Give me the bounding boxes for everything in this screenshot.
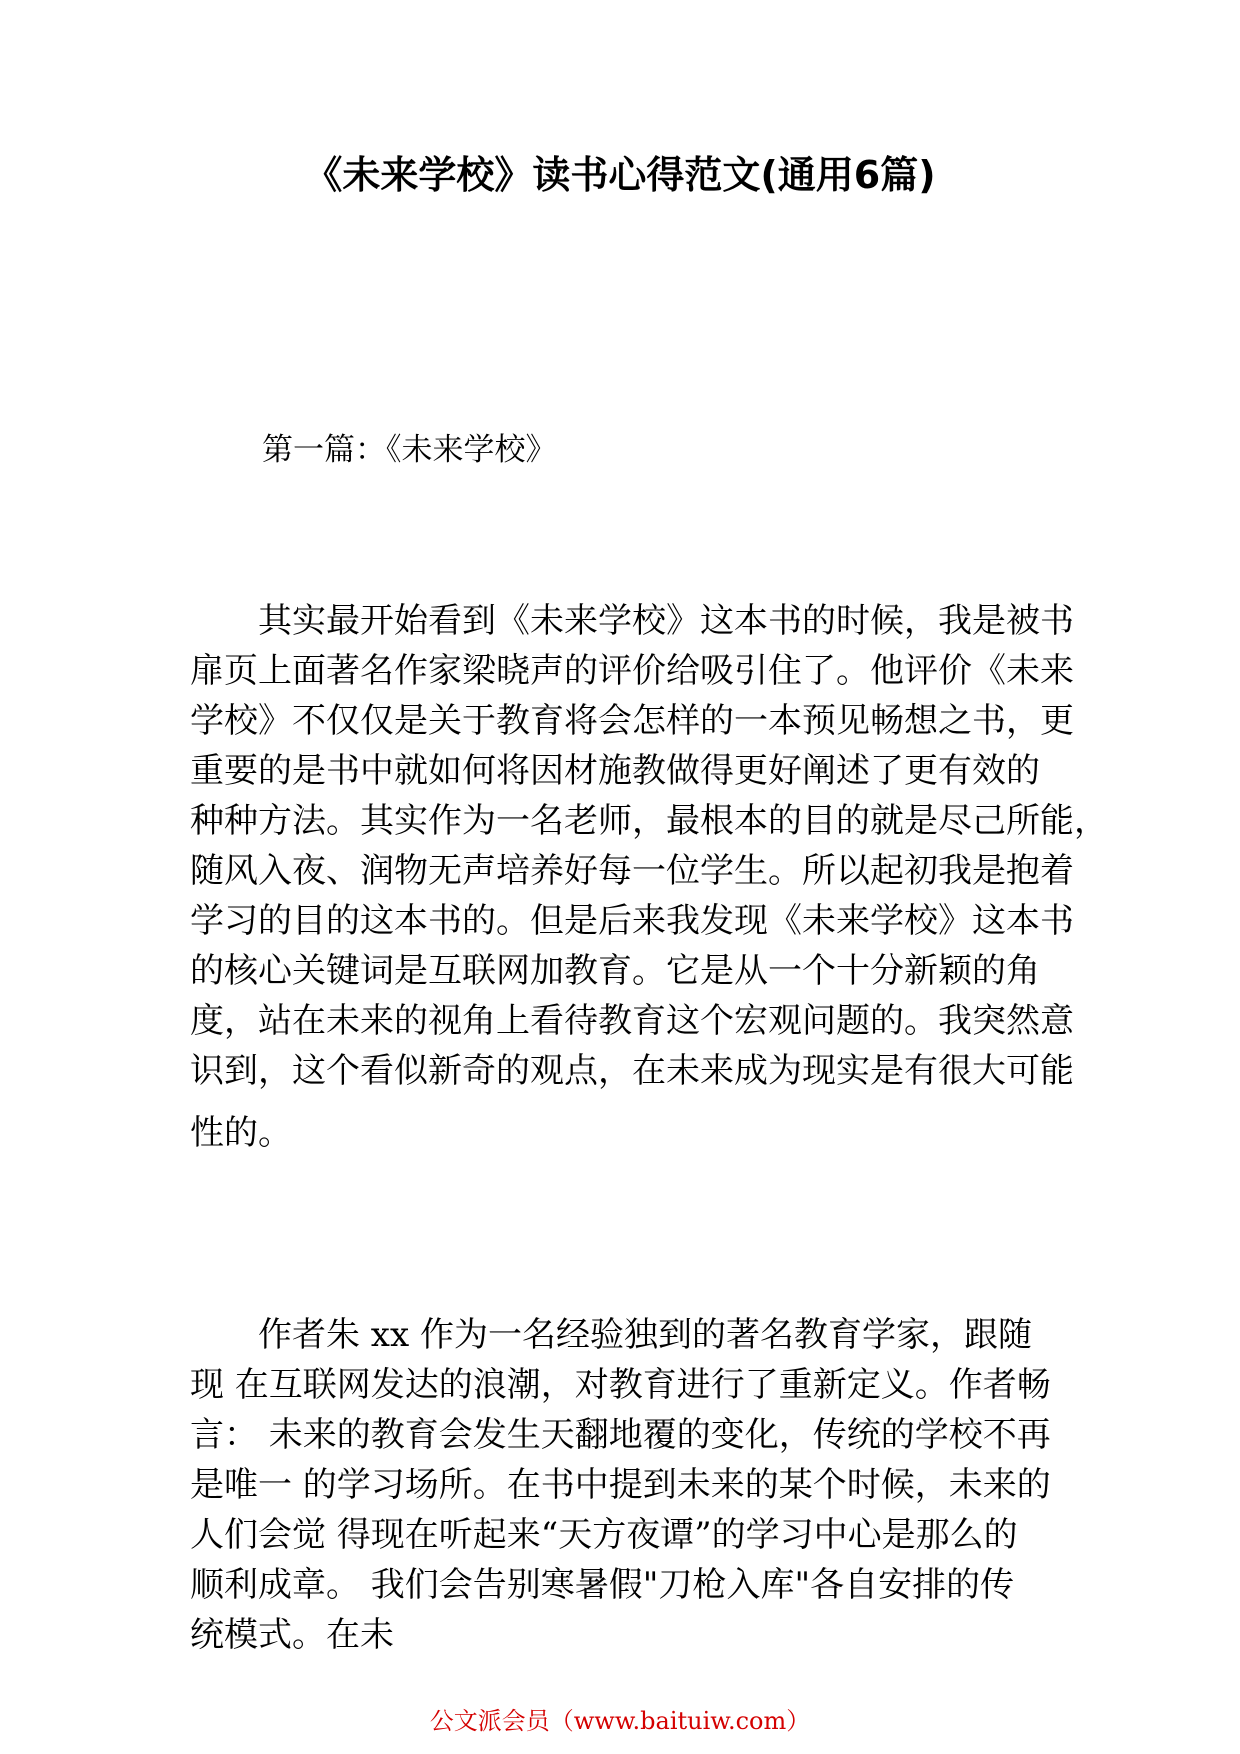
paragraph-line: 是唯一 的学习场所。在书中提到未来的某个时候，未来的	[190, 1465, 1051, 1505]
document-title: 《未来学校》读书心得范文(通用6篇)	[304, 153, 936, 197]
paragraph-1	[190, 596, 1108, 1096]
paragraph-line: 度，站在未来的视角上看待教育这个宏观问题的。我突然意	[190, 1001, 1074, 1041]
paragraph-line: 学习的目的这本书的。但是后来我发现《未来学校》这本书	[190, 901, 1074, 941]
section-heading: 第一篇：《未来学校》	[262, 432, 557, 468]
paragraph-line: 现 在互联网发达的浪潮，对教育进行了重新定义。作者畅	[190, 1365, 1051, 1405]
footer-watermark-link[interactable]: 公文派会员（www.baituiw.com）	[429, 1707, 811, 1735]
paragraph-line: 的核心关键词是互联网加教育。它是从一个十分新颖的角	[190, 951, 1040, 991]
paragraph-line: 学校》不仅仅是关于教育将会怎样的一本预见畅想之书，更	[190, 701, 1074, 741]
paragraph-line: 统模式。在未	[190, 1615, 394, 1655]
paragraph-line: 言： 未来的教育会发生天翻地覆的变化，传统的学校不再	[190, 1415, 1051, 1455]
paragraph-1-last-line: 性的。	[190, 1113, 292, 1153]
paragraph-line: 种种方法。其实作为一名老师，最根本的目的就是尽己所能，	[190, 801, 1108, 841]
paragraph-line: 识到，这个看似新奇的观点，在未来成为现实是有很大可能	[190, 1051, 1074, 1091]
paragraph-line: 顺利成章。 我们会告别寒暑假"刀枪入库"各自安排的传	[190, 1565, 1015, 1605]
paragraph-line: 作者朱 xx 作为一名经验独到的著名教育学家，跟随	[190, 1315, 1032, 1355]
paragraph-line: 人们会觉 得现在听起来“天方夜谭”的学习中心是那么的	[190, 1515, 1018, 1555]
paragraph-line: 其实最开始看到《未来学校》这本书的时候，我是被书	[190, 601, 1074, 641]
paragraph-2	[190, 1310, 1080, 1660]
paragraph-line: 重要的是书中就如何将因材施教做得更好阐述了更有效的	[190, 751, 1040, 791]
paragraph-line: 随风入夜、润物无声培养好每一位学生。所以起初我是抱着	[190, 851, 1074, 891]
paragraph-line: 扉页上面著名作家梁晓声的评价给吸引住了。他评价《未来	[190, 651, 1074, 691]
